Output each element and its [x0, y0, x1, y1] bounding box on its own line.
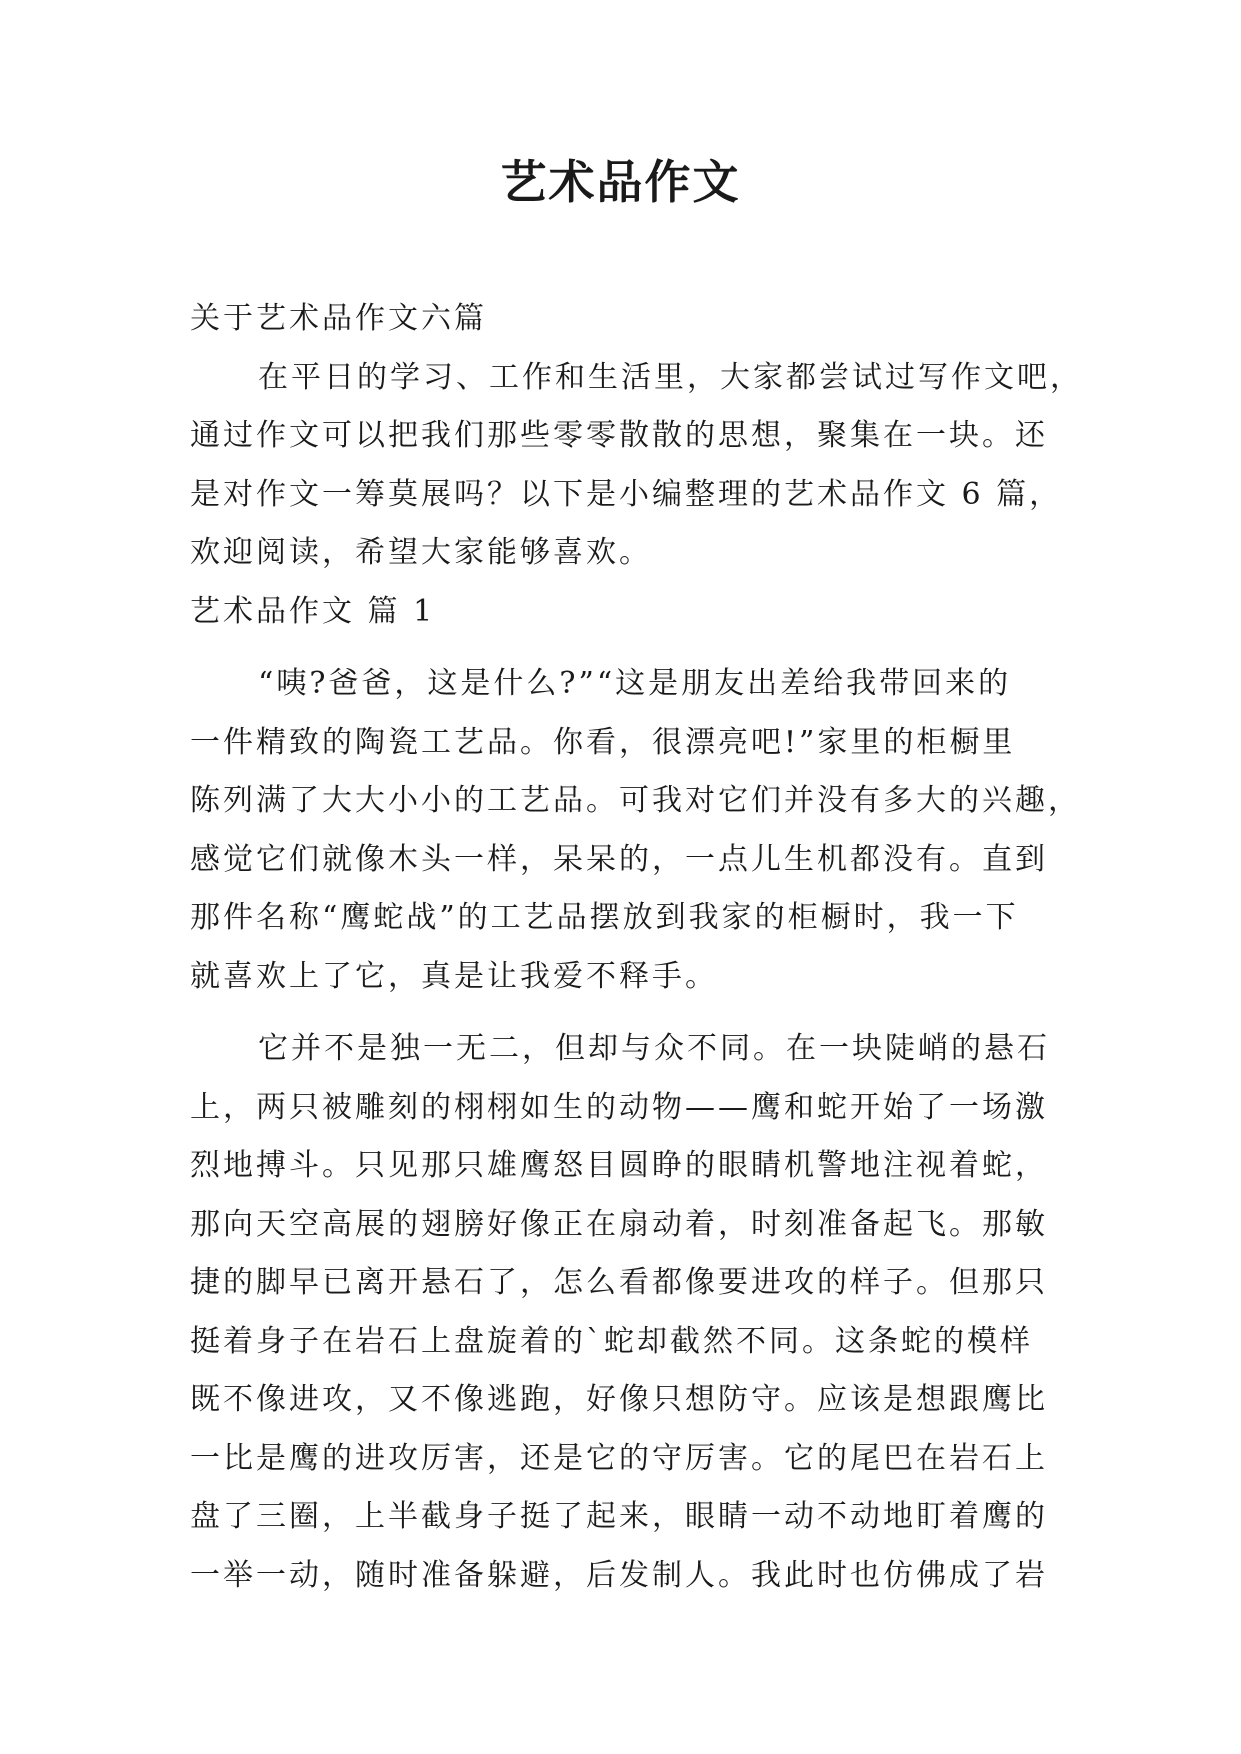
section-heading: 艺术品作文 篇 1 — [190, 593, 436, 629]
paragraph-2 — [190, 1020, 1060, 1605]
document-title: 艺术品作文 — [500, 155, 741, 209]
paragraph-line: 感觉它们就像木头一样，呆呆的，一点儿生机都没有。直到 — [190, 841, 1048, 877]
paragraph-line: 那向天空高展的翅膀好像正在扇动着，时刻准备起飞。那敏 — [190, 1206, 1048, 1242]
paragraph-line: 一件精致的陶瓷工艺品。你看，很漂亮吧!”家里的柜橱里 — [190, 724, 1016, 760]
paragraph-line: 捷的脚早已离开悬石了，怎么看都像要进攻的样子。但那只 — [190, 1265, 1048, 1300]
paragraph-line: 既不像进攻，又不像逃跑，好像只想防守。应该是想跟鹰比 — [190, 1382, 1048, 1417]
paragraph-1 — [190, 655, 1081, 1006]
paragraph-line: 欢迎阅读，希望大家能够喜欢。 — [190, 535, 652, 570]
paragraph-line: 是对作文一筹莫展吗？以下是小编整理的艺术品作文 6 篇， — [190, 476, 1063, 512]
document-body — [190, 290, 1083, 1605]
intro-paragraph — [190, 349, 1083, 583]
document-subtitle: 关于艺术品作文六篇 — [190, 301, 487, 336]
paragraph-line: 一举一动，随时准备躲避，后发制人。我此时也仿佛成了岩 — [190, 1557, 1048, 1593]
paragraph-line: 陈列满了大大小小的工艺品。可我对它们并没有多大的兴趣， — [190, 783, 1081, 818]
paragraph-line: 一比是鹰的进攻厉害，还是它的守厉害。它的尾巴在岩石上 — [190, 1440, 1048, 1476]
paragraph-line: 它并不是独一无二，但却与众不同。在一块陡峭的悬石 — [258, 1031, 1050, 1066]
paragraph-line: 就喜欢上了它，真是让我爱不释手。 — [190, 958, 718, 994]
paragraph-line: “咦?爸爸，这是什么?”“这是朋友出差给我带回来的 — [258, 666, 1012, 701]
paragraph-line: 挺着身子在岩石上盘旋着的`蛇却截然不同。这条蛇的模样 — [190, 1323, 1033, 1359]
paragraph-line: 在平日的学习、工作和生活里，大家都尝试过写作文吧， — [258, 359, 1083, 395]
paragraph-line: 盘了三圈，上半截身子挺了起来，眼睛一动不动地盯着鹰的 — [190, 1499, 1048, 1534]
paragraph-line: 通过作文可以把我们那些零零散散的思想，聚集在一块。还 — [190, 418, 1048, 453]
paragraph-line: 那件名称“鹰蛇战”的工艺品摆放到我家的柜橱时，我一下 — [190, 900, 1019, 935]
paragraph-line: 上，两只被雕刻的栩栩如生的动物——鹰和蛇开始了一场激 — [190, 1089, 1048, 1125]
paragraph-line: 烈地搏斗。只见那只雄鹰怒目圆睁的眼睛机警地注视着蛇， — [190, 1148, 1048, 1183]
